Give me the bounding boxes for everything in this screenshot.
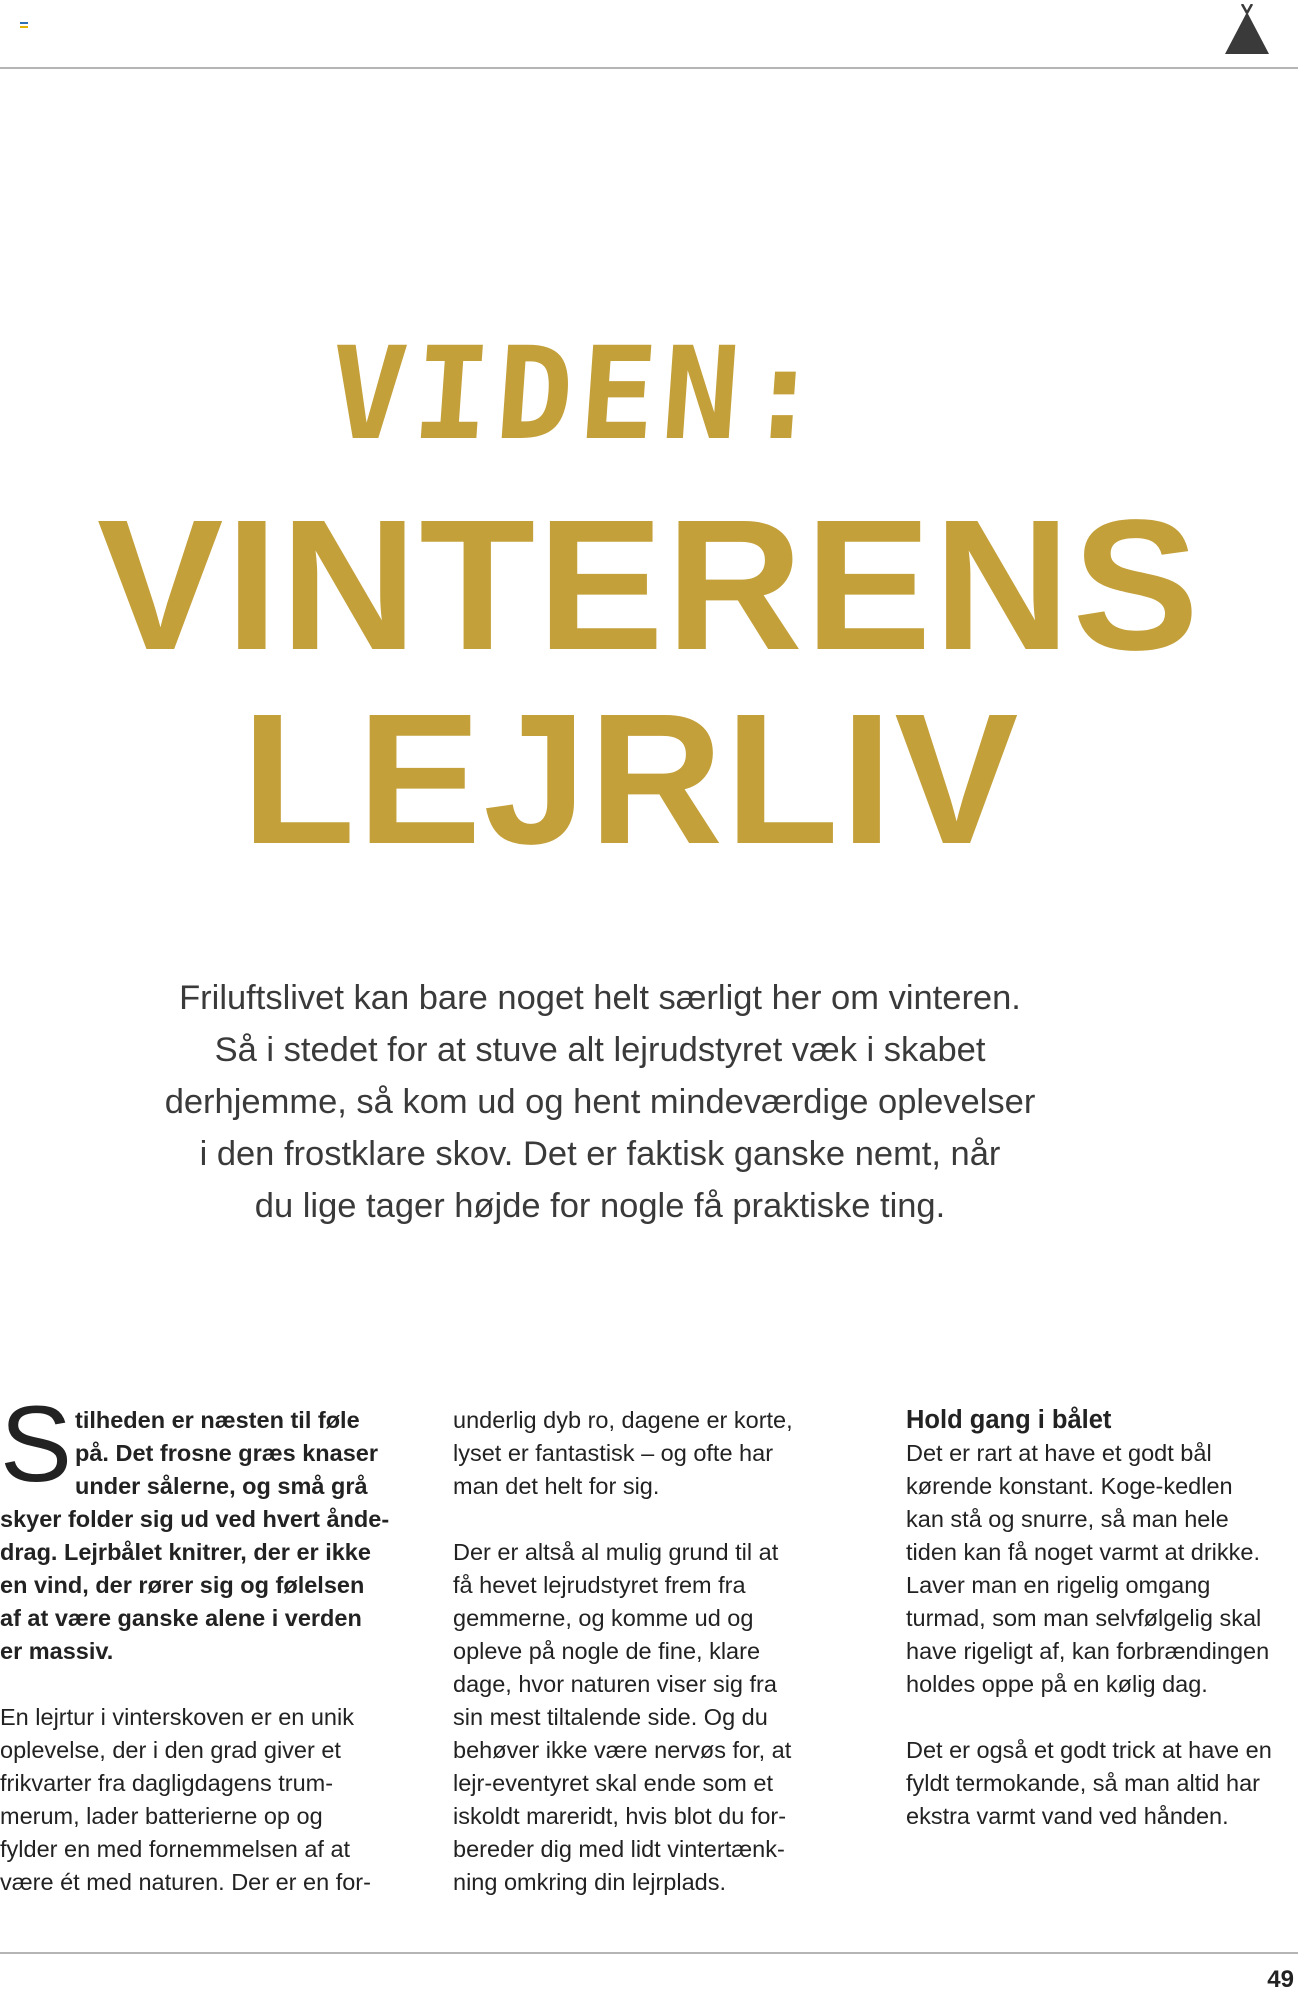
text-line: opleve på nogle de fine, klare (453, 1638, 761, 1664)
headline-kicker: VIDEN: (324, 320, 834, 469)
text-line: er massiv. (0, 1638, 114, 1664)
text-line: iskoldt mareridt, hvis blot du for- (453, 1803, 787, 1829)
headline-title-line1: VINTERENS (96, 482, 1202, 689)
text-line: ekstra varmt vand ved hånden. (906, 1803, 1229, 1829)
text-line: tilheden er næsten til føle (75, 1407, 360, 1433)
text-line: af at være ganske alene i verden (0, 1605, 362, 1631)
text-line: en vind, der rører sig og følelsen (0, 1572, 365, 1598)
headline-title-line2: LEJRLIV (241, 676, 1021, 883)
paragraph-gap (453, 1503, 883, 1536)
text-line: underlig dyb ro, dagene er korte, (453, 1407, 793, 1433)
text-line: dage, hvor naturen viser sig fra (453, 1671, 777, 1697)
text-line: have rigeligt af, kan forbrændingen (906, 1638, 1270, 1664)
text-line: frikvarter fra dagligdagens trum- (0, 1770, 334, 1796)
text-line: lyset er fantastisk – og ofte har (453, 1440, 774, 1466)
page-number: 49 (1267, 1966, 1294, 1993)
tent-icon (1222, 4, 1272, 56)
text-line: turmad, som man selvfølgelig skal (906, 1605, 1262, 1631)
intro-line: Så i stedet for at stuve alt lejrudstyret væk i skabet (214, 1031, 986, 1069)
intro-line: derhjemme, så kom ud og hent mindeværdige oplevelser (164, 1083, 1036, 1121)
drop-cap: S (0, 1383, 73, 1504)
text-line: kan stå og snurre, så man hele (906, 1506, 1229, 1532)
text-line: fyldt termokande, så man altid har (906, 1770, 1260, 1796)
text-line: man det helt for sig. (453, 1473, 660, 1499)
intro-line: du lige tager højde for nogle få praktiske ting. (254, 1187, 946, 1225)
article-column-2 (453, 1404, 883, 1899)
text-line: bereder dig med lidt vintertænk- (453, 1836, 785, 1862)
footer-rule (0, 1952, 1298, 1954)
text-line: skyer folder sig ud ved hvert ånde- (0, 1506, 390, 1532)
text-line: Det er rart at have et godt bål (906, 1440, 1212, 1466)
text-line: Det er også et godt trick at have en (906, 1737, 1272, 1763)
section-heading: Hold gang i bålet (906, 1406, 1112, 1434)
text-line: kørende konstant. Koge-kedlen (906, 1473, 1233, 1499)
text-line: være ét med naturen. Der er en for- (0, 1869, 371, 1895)
body-paragraph (906, 1437, 1298, 1701)
text-line: sin mest tiltalende side. Og du (453, 1704, 768, 1730)
paragraph-gap (0, 1668, 430, 1701)
body-paragraph (906, 1734, 1298, 1833)
body-paragraph (0, 1701, 430, 1899)
text-line: få hevet lejrudstyret frem fra (453, 1572, 746, 1598)
text-line: på. Det frosne græs knaser (75, 1440, 378, 1466)
body-paragraph (453, 1536, 883, 1899)
text-line: Der er altså al mulig grund til at (453, 1539, 779, 1565)
text-line: drag. Lejrbålet knitrer, der er ikke (0, 1539, 371, 1565)
text-line: holdes oppe på en kølig dag. (906, 1671, 1208, 1697)
text-line: oplevelse, der i den grad giver et (0, 1737, 341, 1763)
top-bar (0, 0, 1298, 69)
text-line: Laver man en rigelig omgang (906, 1572, 1211, 1598)
article-column-3 (906, 1404, 1298, 1833)
text-line: gemmerne, og komme ud og (453, 1605, 754, 1631)
intro-line: i den frostklare skov. Det er faktisk ganske nemt, når (199, 1135, 1001, 1173)
paragraph-gap (906, 1701, 1298, 1734)
intro-line: Friluftslivet kan bare noget helt særligt her om vinteren. (179, 979, 1021, 1017)
menu-icon[interactable] (20, 22, 28, 28)
text-line: ning omkring din lejrplads. (453, 1869, 727, 1895)
body-paragraph (453, 1404, 883, 1503)
intro-paragraph (110, 972, 1090, 1232)
text-line: merum, lader batterierne op og (0, 1803, 323, 1829)
text-line: tiden kan få noget varmt at drikke. (906, 1539, 1260, 1565)
text-line: fylder en med fornemmelsen af at (0, 1836, 351, 1862)
text-line: En lejrtur i vinterskoven er en unik (0, 1704, 354, 1730)
text-line: lejr-eventyret skal ende som et (453, 1770, 774, 1796)
text-line: under sålerne, og små grå (75, 1473, 368, 1499)
article-column-1 (0, 1404, 430, 1899)
lead-paragraph (0, 1404, 430, 1668)
text-line: behøver ikke være nervøs for, at (453, 1737, 792, 1763)
